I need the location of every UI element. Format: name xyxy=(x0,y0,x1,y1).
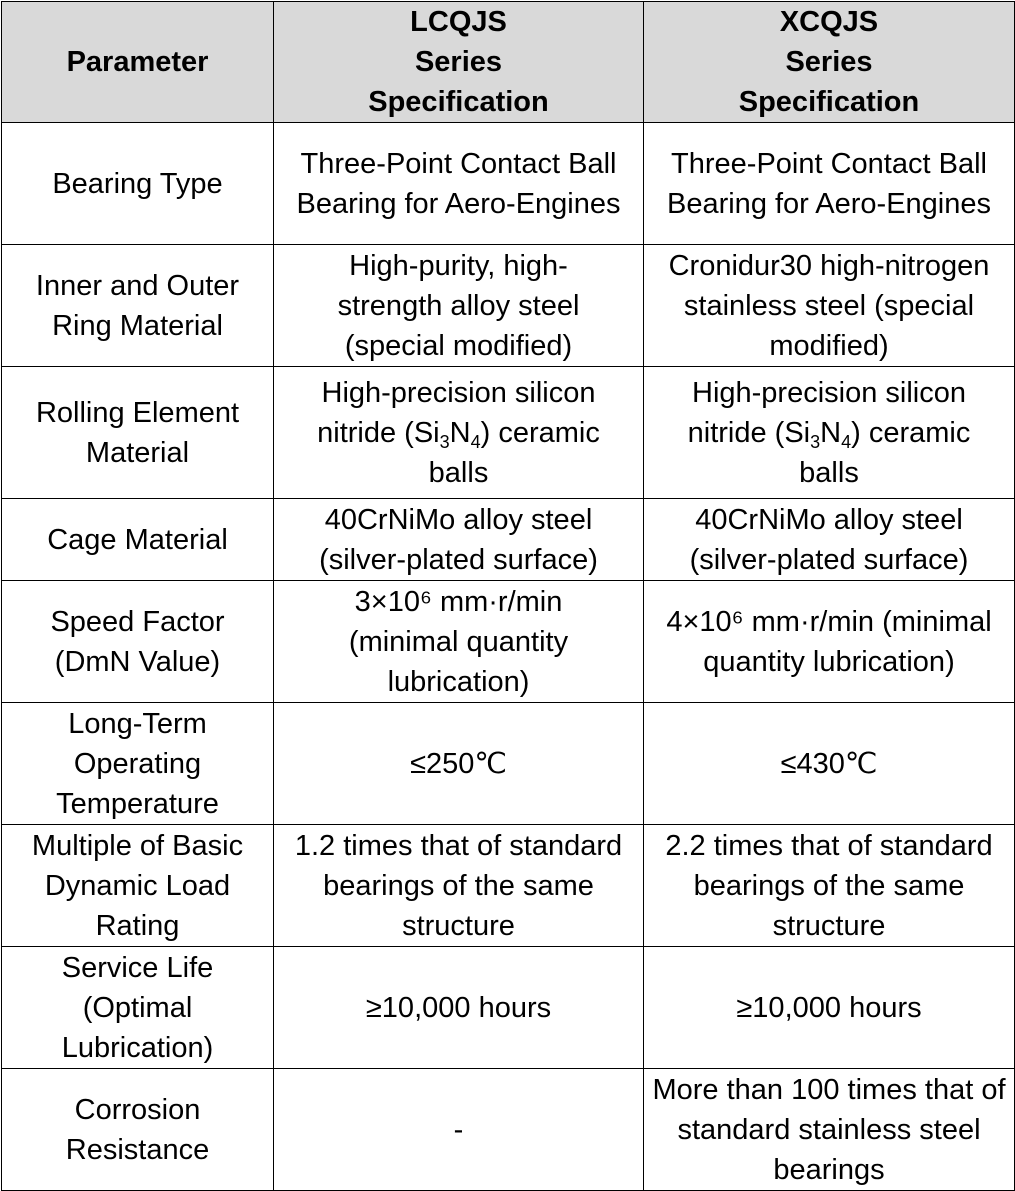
lcqjs-cell xyxy=(274,367,644,499)
table-row xyxy=(2,367,1015,499)
table-row xyxy=(2,947,1015,1069)
table-row xyxy=(2,245,1015,367)
subscript: 4 xyxy=(470,431,481,452)
parameter-cell: Service Life (Optimal Lubrication) xyxy=(2,947,274,1069)
formula-text: ) ceramic balls xyxy=(799,416,971,489)
header-parameter: Parameter xyxy=(2,2,274,123)
formula-text: N xyxy=(449,416,471,449)
parameter-cell: Multiple of Basic Dynamic Load Rating xyxy=(2,825,274,947)
xcqjs-cell: ≤430℃ xyxy=(644,703,1015,825)
lcqjs-cell: 3×10⁶ mm·r/min (minimal quantity lubrication) xyxy=(274,581,644,703)
spec-comparison-table xyxy=(1,1,1015,1191)
xcqjs-cell: ≥10,000 hours xyxy=(644,947,1015,1069)
xcqjs-cell xyxy=(644,367,1015,499)
lcqjs-cell: 1.2 times that of standard bearings of the same structure xyxy=(274,825,644,947)
xcqjs-cell: Three-Point Contact Ball Bearing for Aero-Engines xyxy=(644,123,1015,245)
parameter-cell: Cage Material xyxy=(2,499,274,581)
parameter-cell: Inner and Outer Ring Material xyxy=(2,245,274,367)
formula-text: N xyxy=(820,416,842,449)
parameter-cell: Bearing Type xyxy=(2,123,274,245)
parameter-cell: Corrosion Resistance xyxy=(2,1069,274,1191)
xcqjs-cell: More than 100 times that of standard stainless steel bearings xyxy=(644,1069,1015,1191)
subscript: 4 xyxy=(841,431,852,452)
lcqjs-cell: 40CrNiMo alloy steel (silver-plated surface) xyxy=(274,499,644,581)
lcqjs-cell: Three-Point Contact Ball Bearing for Aero-Engines xyxy=(274,123,644,245)
formula-text: High-precision silicon nitride (Si xyxy=(317,376,596,449)
subscript: 3 xyxy=(439,431,450,452)
lcqjs-cell: - xyxy=(274,1069,644,1191)
table-row xyxy=(2,499,1015,581)
header-lcqjs: LCQJS Series Specification xyxy=(274,2,644,123)
table-row xyxy=(2,703,1015,825)
parameter-cell: Long-Term Operating Temperature xyxy=(2,703,274,825)
parameter-cell: Rolling Element Material xyxy=(2,367,274,499)
table-row xyxy=(2,581,1015,703)
formula-text: High-precision silicon nitride (Si xyxy=(687,376,966,449)
formula-text: ) ceramic balls xyxy=(428,416,600,489)
table-row xyxy=(2,123,1015,245)
subscript: 3 xyxy=(810,431,821,452)
header-row xyxy=(2,2,1015,123)
xcqjs-cell: 4×10⁶ mm·r/min (minimal quantity lubrication) xyxy=(644,581,1015,703)
xcqjs-cell: Cronidur30 high-nitrogen stainless steel (special modified) xyxy=(644,245,1015,367)
header-xcqjs: XCQJS Series Specification xyxy=(644,2,1015,123)
lcqjs-cell: ≤250℃ xyxy=(274,703,644,825)
table-row xyxy=(2,825,1015,947)
parameter-cell: Speed Factor (DmN Value) xyxy=(2,581,274,703)
xcqjs-cell: 2.2 times that of standard bearings of the same structure xyxy=(644,825,1015,947)
lcqjs-cell: High-purity, high-strength alloy steel (special modified) xyxy=(274,245,644,367)
lcqjs-cell: ≥10,000 hours xyxy=(274,947,644,1069)
xcqjs-cell: 40CrNiMo alloy steel (silver-plated surface) xyxy=(644,499,1015,581)
table-row xyxy=(2,1069,1015,1191)
